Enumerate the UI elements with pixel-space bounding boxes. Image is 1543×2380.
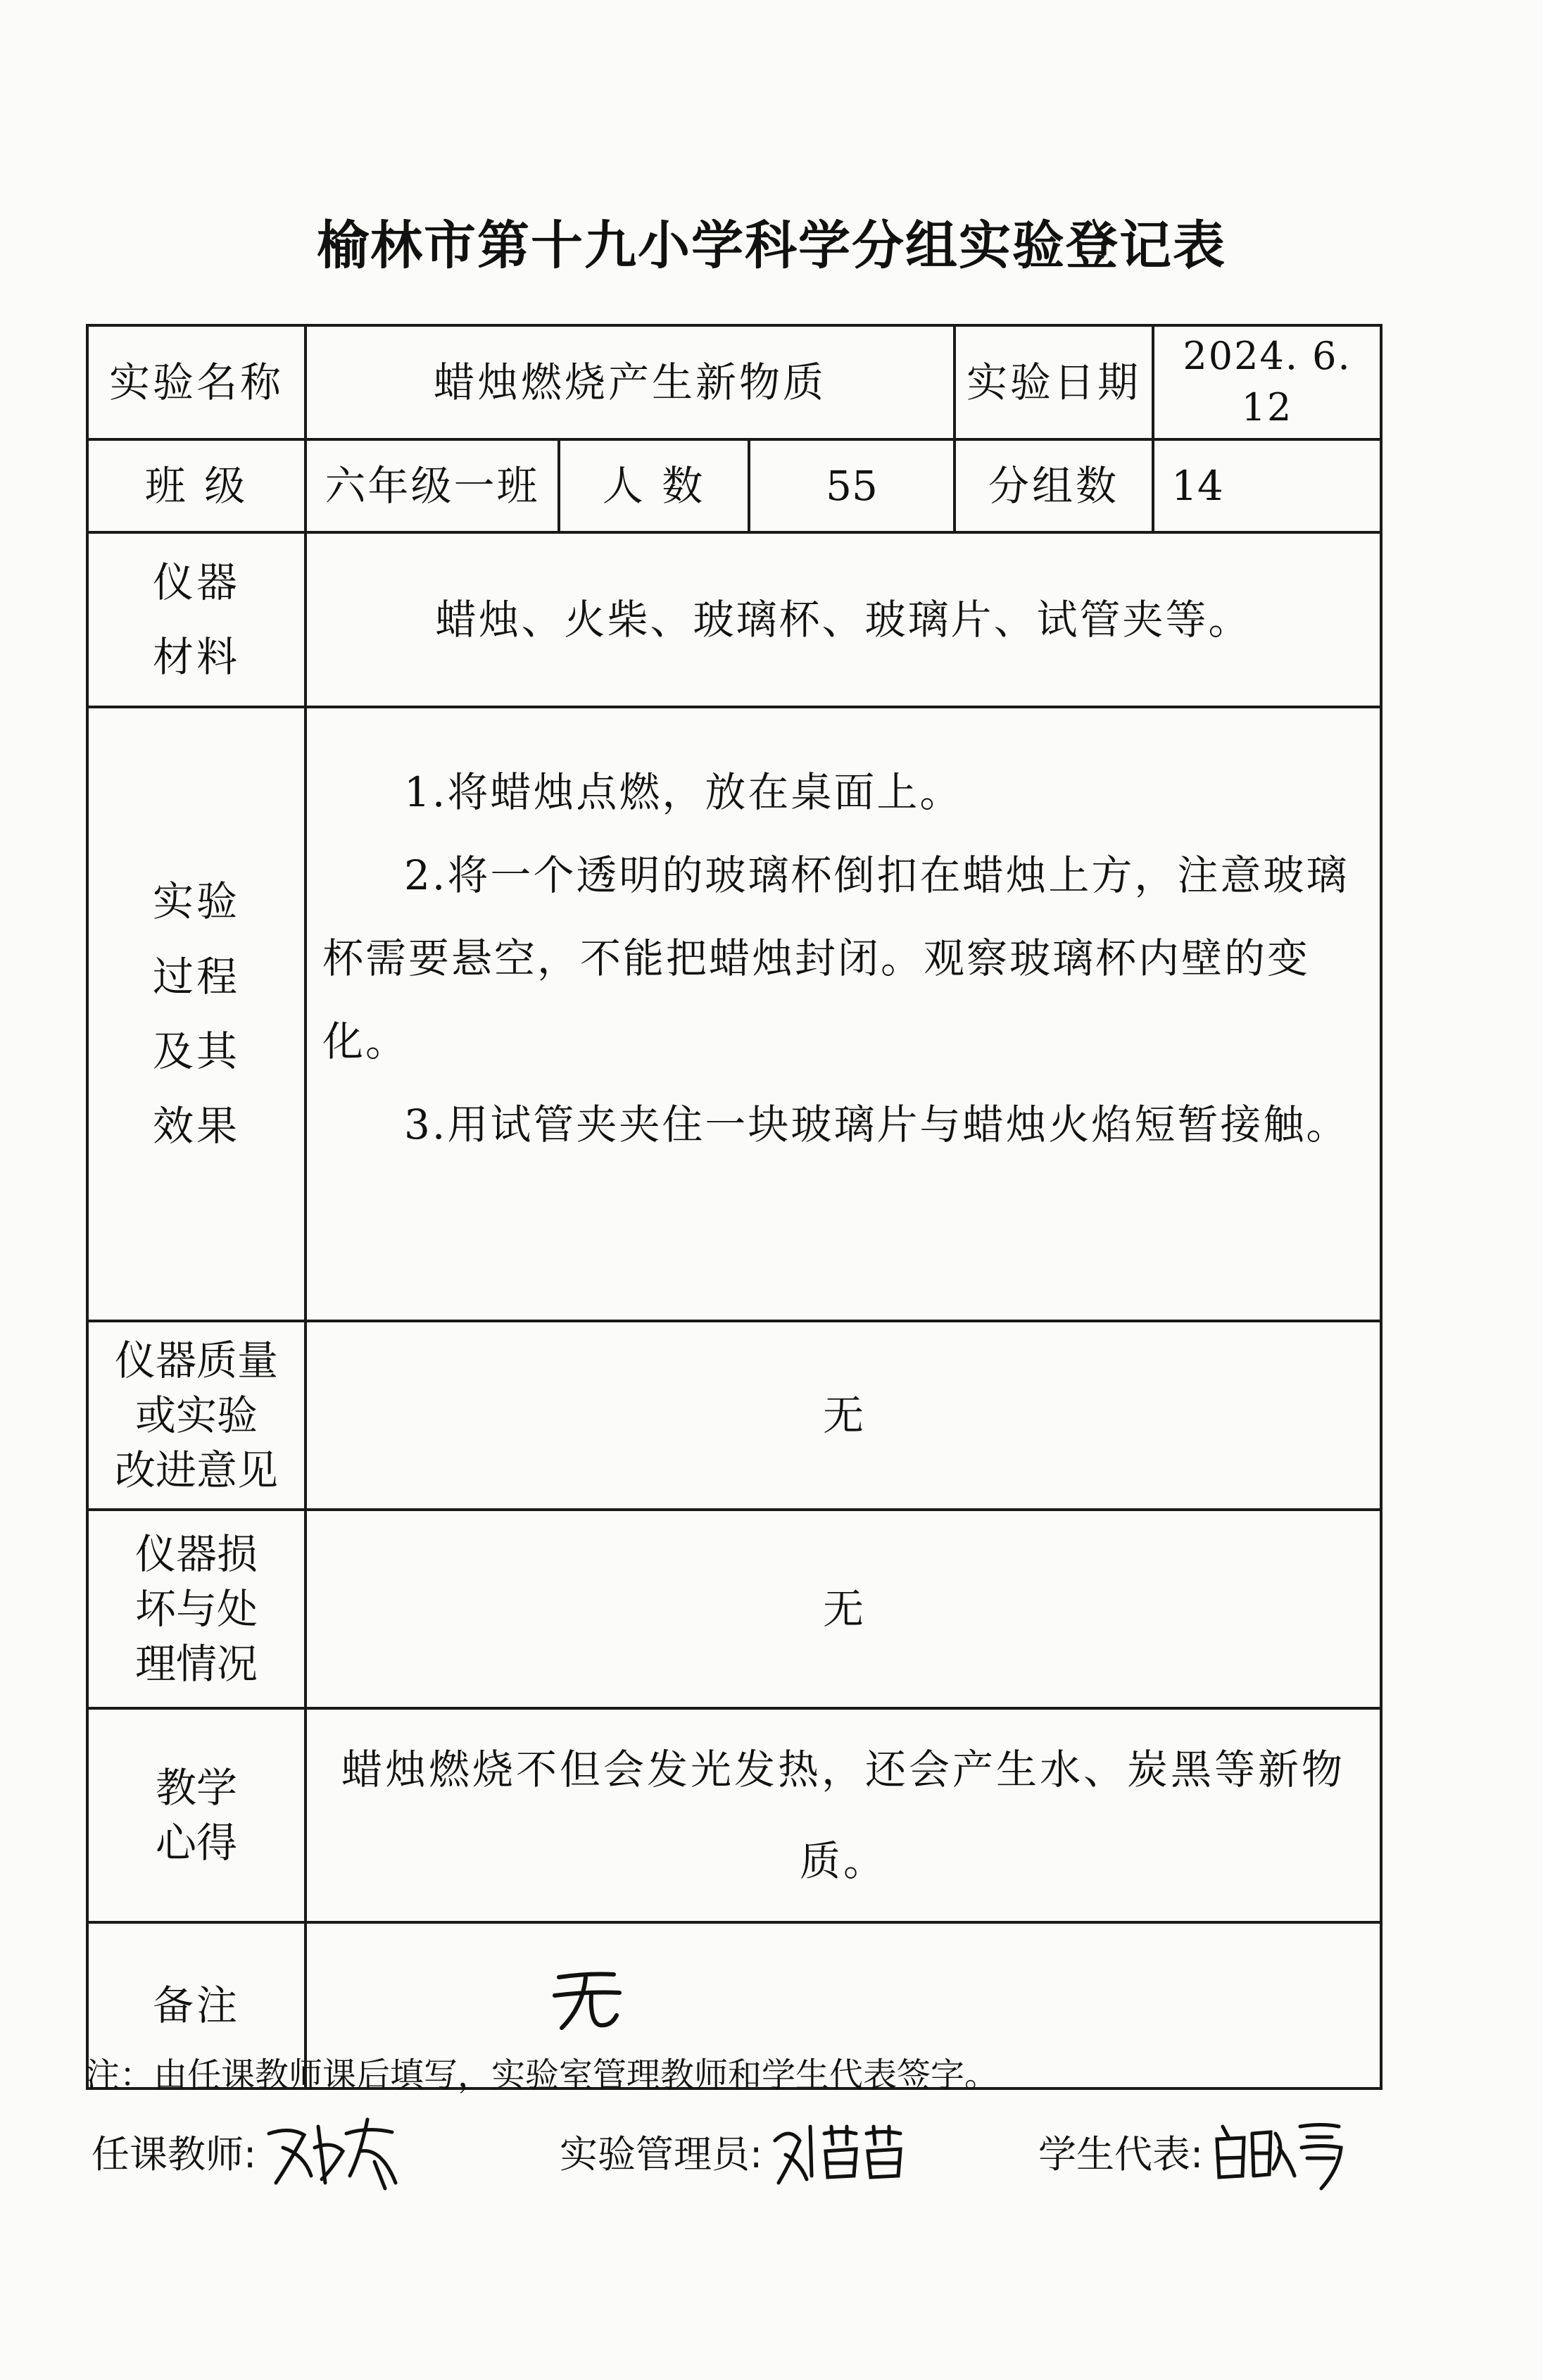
label-process-line2: 过程 — [152, 952, 240, 1001]
value-process — [306, 707, 1381, 1321]
admin-signature — [768, 2105, 909, 2197]
value-quality: 无 — [306, 1321, 1381, 1510]
label-process-line4: 效果 — [152, 1102, 240, 1151]
label-damage-line2: 坏与处 — [134, 1584, 258, 1633]
teacher-signature — [262, 2105, 403, 2197]
value-experiment-date: 2024. 6. 12 — [1153, 325, 1381, 439]
label-experiment-date: 实验日期 — [955, 325, 1153, 439]
label-damage-line1: 仪器损 — [134, 1529, 258, 1578]
label-process — [87, 707, 306, 1321]
admin-label: 实验管理员: — [560, 2131, 763, 2177]
remarks-handwriting — [549, 1958, 626, 2035]
label-damage — [87, 1510, 306, 1708]
row-class-info — [87, 439, 1381, 532]
label-quality-line2: 或实验 — [134, 1391, 258, 1439]
value-reflection: 蜡烛燃烧不但会发光发热，还会产生水、炭黑等新物质。 — [306, 1708, 1381, 1922]
label-class: 班 级 — [87, 439, 306, 532]
process-step-3: 3.用试管夹夹住一块玻璃片与蜡烛火焰短暂接触。 — [404, 1101, 1349, 1148]
teacher-signature-line — [92, 2105, 403, 2197]
admin-signature-line — [560, 2105, 909, 2197]
row-instruments — [87, 532, 1381, 707]
label-reflection-line2: 心得 — [155, 1819, 237, 1867]
label-quality-line1: 仪器质量 — [114, 1336, 278, 1384]
row-damage — [87, 1510, 1381, 1708]
row-reflection — [87, 1708, 1381, 1922]
student-signature-line — [1038, 2105, 1349, 2197]
process-step-1: 1.将蜡烛点燃，放在桌面上。 — [404, 768, 963, 816]
row-quality — [87, 1321, 1381, 1510]
value-instruments: 蜡烛、火柴、玻璃杯、玻璃片、试管夹等。 — [306, 532, 1381, 707]
label-damage-line3: 理情况 — [134, 1640, 258, 1689]
value-class: 六年级一班 — [306, 439, 559, 532]
registration-table — [86, 324, 1383, 2090]
label-process-line3: 及其 — [152, 1027, 240, 1075]
label-people: 人 数 — [559, 439, 749, 532]
label-instruments — [87, 532, 306, 707]
value-experiment-name: 蜡烛燃烧产生新物质 — [306, 325, 955, 439]
value-people: 55 — [749, 439, 955, 532]
label-instruments-line1: 仪器 — [152, 558, 240, 606]
row-process — [87, 707, 1381, 1321]
label-reflection — [87, 1708, 306, 1922]
row-name-date — [87, 325, 1381, 439]
value-damage: 无 — [306, 1510, 1381, 1708]
value-groups: 14 — [1153, 439, 1381, 532]
label-quality-line3: 改进意见 — [114, 1446, 278, 1495]
process-step-2: 2.将一个透明的玻璃杯倒扣在蜡烛上方，注意玻璃杯需要悬空，不能把蜡烛封闭。观察玻璃杯内壁的变化。 — [322, 851, 1349, 1065]
student-label: 学生代表: — [1038, 2131, 1204, 2177]
label-experiment-name: 实验名称 — [87, 325, 306, 439]
label-quality — [87, 1321, 306, 1510]
student-signature — [1209, 2105, 1349, 2197]
label-process-line1: 实验 — [152, 877, 240, 926]
label-instruments-line2: 材料 — [152, 633, 240, 681]
label-reflection-line1: 教学 — [155, 1763, 237, 1812]
footer-note: 注：由任课教师课后填写，实验室管理教师和学生代表签字。 — [86, 2055, 999, 2095]
teacher-label: 任课教师: — [92, 2131, 257, 2177]
label-remarks: 备注 — [87, 1922, 306, 2088]
page-title: 榆林市第十九小学科学分组实验登记表 — [317, 215, 1226, 276]
label-groups: 分组数 — [955, 439, 1153, 532]
